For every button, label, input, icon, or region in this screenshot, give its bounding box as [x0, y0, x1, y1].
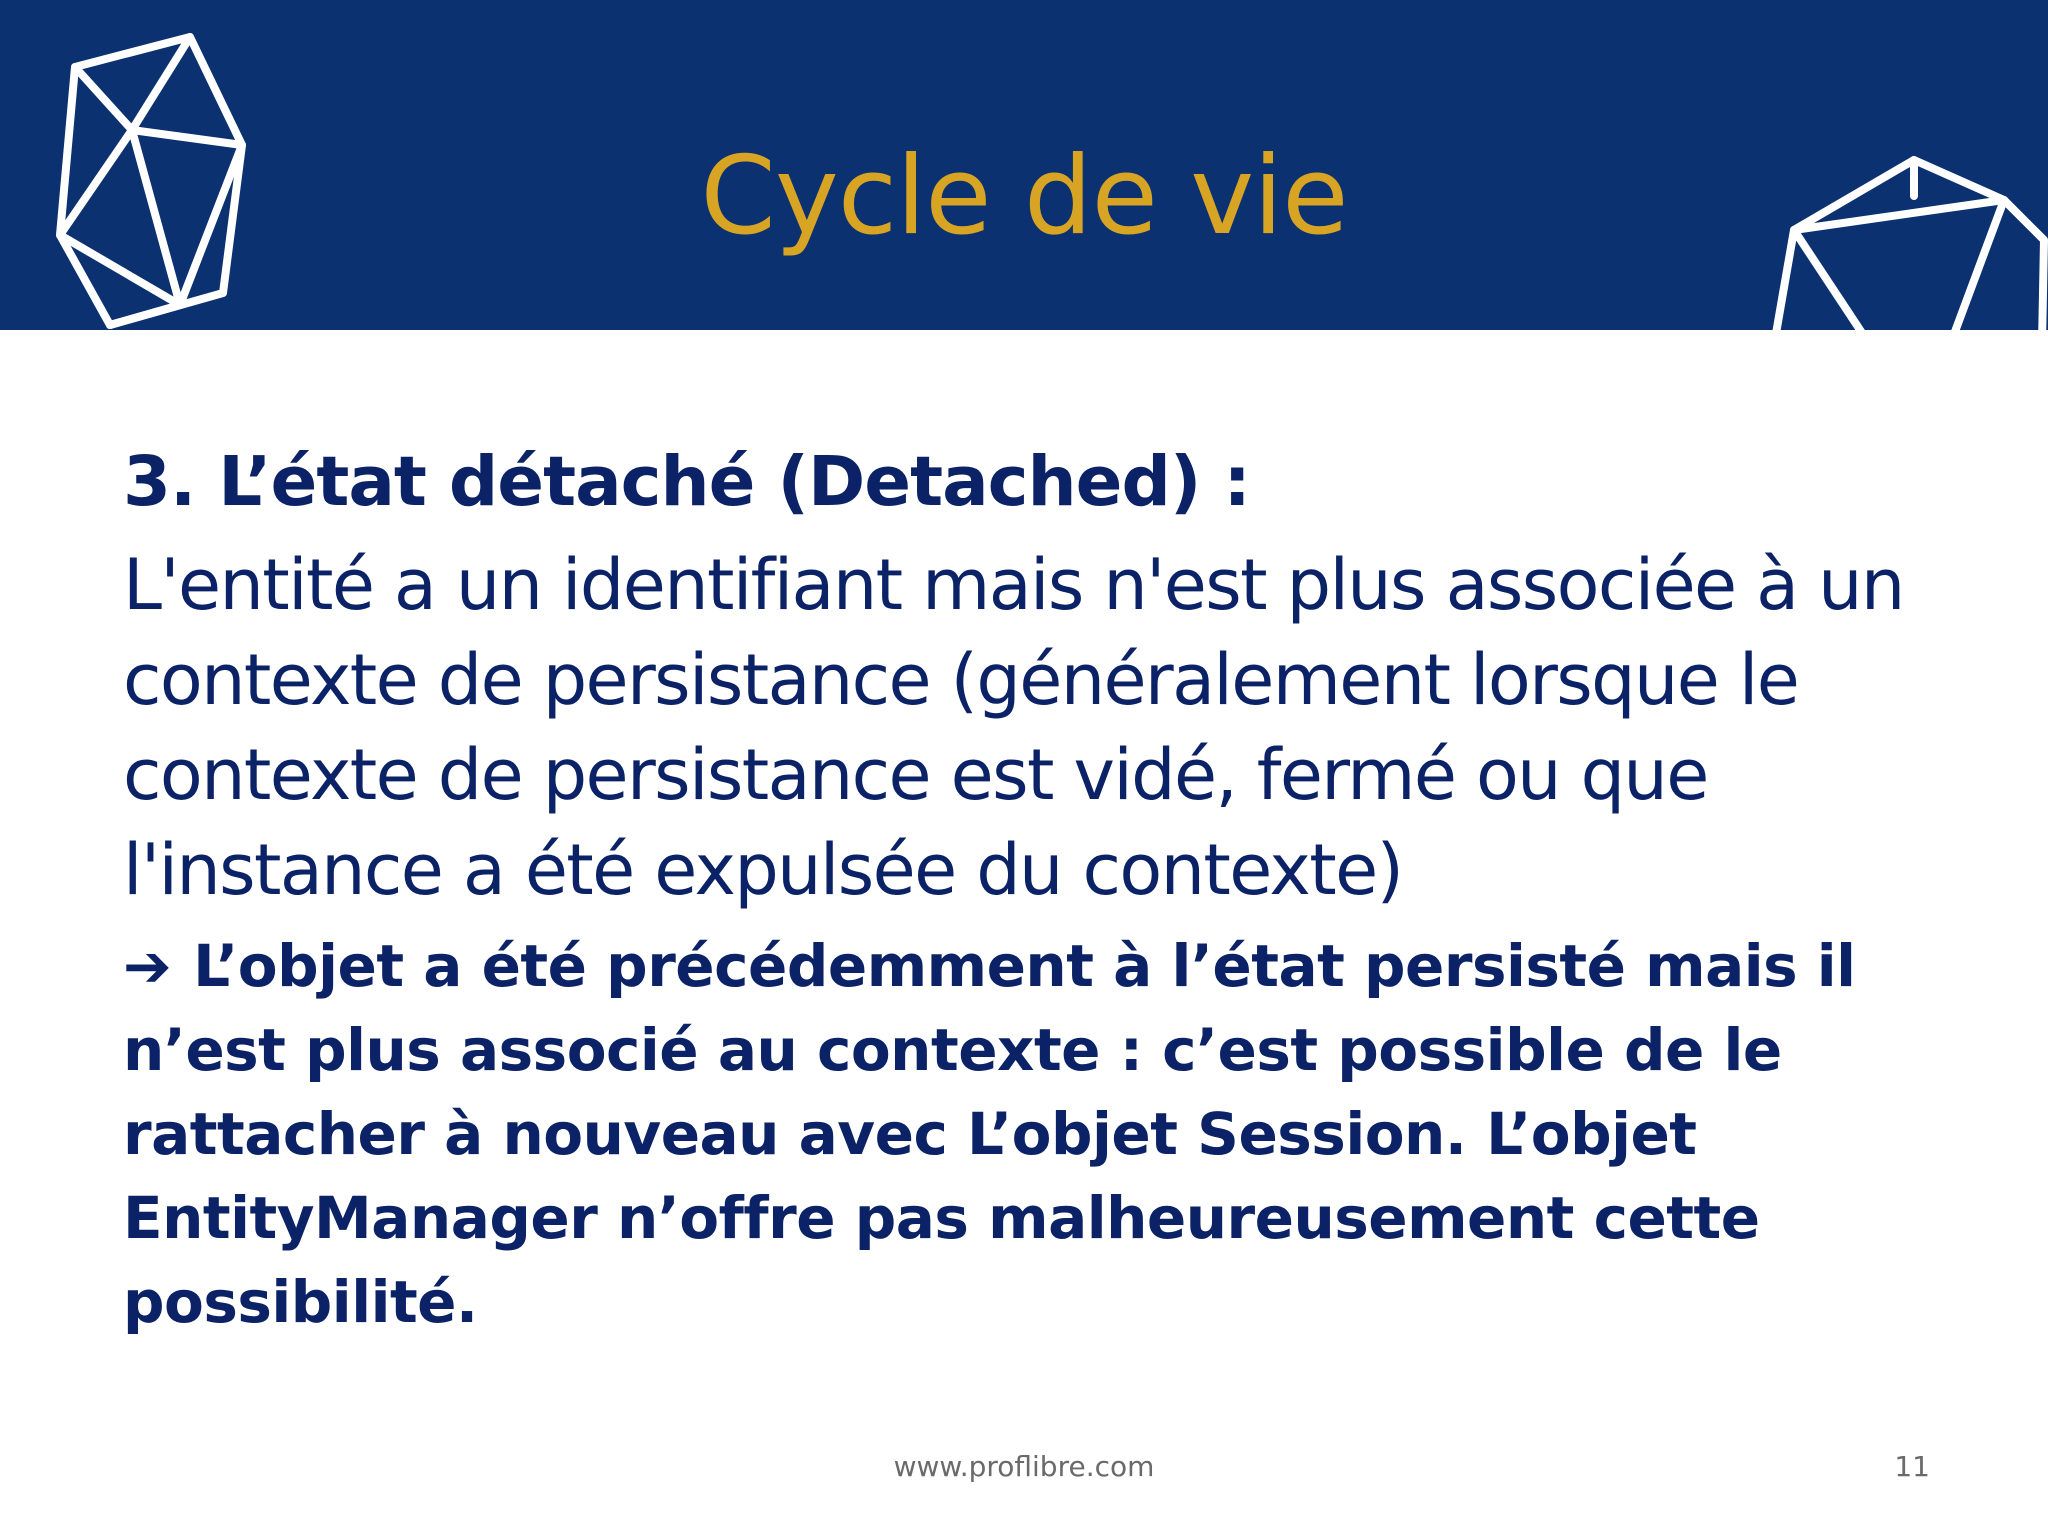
footer-website: www.proflibre.com	[893, 1450, 1155, 1483]
right-arrow-icon: ➔	[123, 932, 172, 1000]
page-number: 11	[1894, 1450, 1930, 1483]
section-heading: 3. L’état détaché (Detached) :	[123, 442, 1250, 522]
note-paragraph	[123, 924, 1933, 1344]
slide-title: Cycle de vie	[700, 134, 1348, 259]
slide-content	[123, 430, 1943, 1344]
note-text: L’objet a été précédemment à l’état persisté mais il n’est plus associé au contexte : c’est possible de le rattacher à nouveau avec L’objet Session. L’objet EntityManager n’offre pas malheureusement cette possibilité.	[123, 932, 1856, 1336]
slide-header	[0, 0, 2048, 330]
definition-text: L'entité a un identifiant mais n'est plus associée à un contexte de persistance (généralement lorsque le contexte de persistance est vidé, fermé ou que l'instance a été expulsée du contexte)	[123, 544, 1904, 911]
